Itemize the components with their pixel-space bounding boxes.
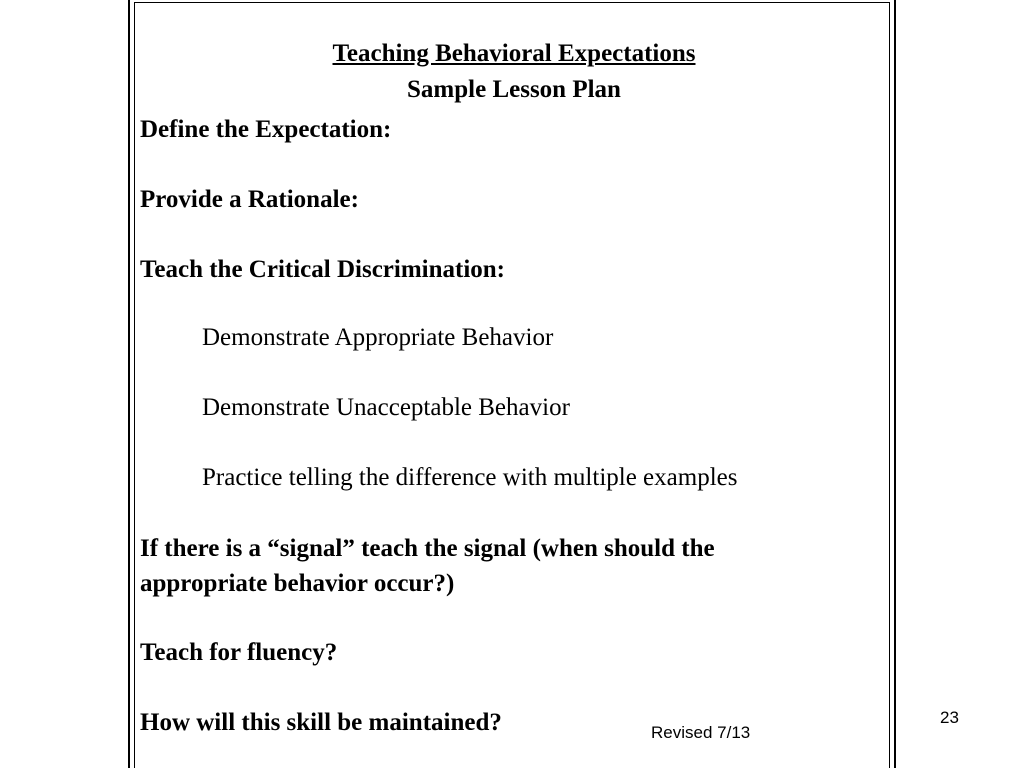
- document-subtitle: Sample Lesson Plan: [407, 76, 621, 103]
- section-teach-fluency: Teach for fluency?: [140, 639, 338, 666]
- page-number: 23: [940, 708, 959, 727]
- section-provide-rationale: Provide a Rationale:: [140, 186, 359, 213]
- step-demonstrate-appropriate: Demonstrate Appropriate Behavior: [202, 324, 554, 351]
- section-skill-maintained: How will this skill be maintained?: [140, 709, 502, 736]
- section-signal-line-2: appropriate behavior occur?): [140, 570, 455, 597]
- document-title: Teaching Behavioral Expectations: [332, 40, 696, 67]
- step-practice-difference: Practice telling the difference with multiple examples: [202, 464, 738, 491]
- section-critical-discrimination: Teach the Critical Discrimination:: [140, 256, 506, 283]
- section-signal-line-1: If there is a “signal” teach the signal (when should the: [140, 535, 715, 562]
- section-define-expectation: Define the Expectation:: [140, 116, 392, 143]
- revised-date: Revised 7/13: [651, 723, 751, 742]
- step-demonstrate-unacceptable: Demonstrate Unacceptable Behavior: [202, 394, 570, 421]
